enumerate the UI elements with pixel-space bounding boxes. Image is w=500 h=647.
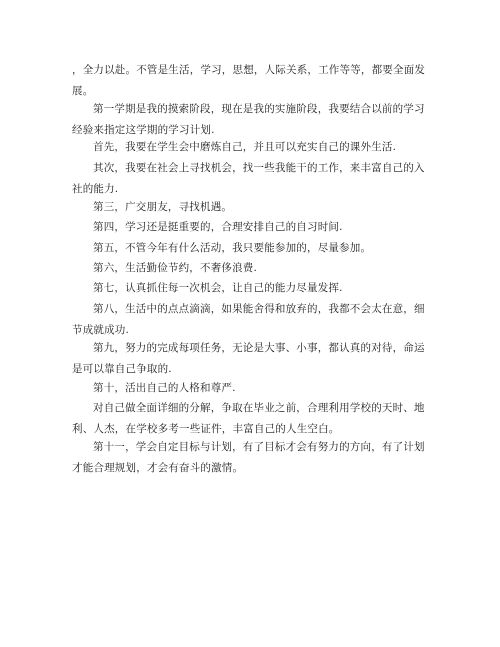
paragraph-7: 第五，不管今年有什么活动，我只要能参加的，尽量参加。 [93,242,372,254]
paragraph-3: 首先，我要在学生会中磨炼自己，并且可以充实自己的课外生活. [93,141,397,153]
paragraph-4: 其次，我要在社会上寻找机会，找一些我能干的工作，来丰富自己的入社的能力. [72,162,425,195]
paragraph-12: 第十，活出自己的人格和尊严. [93,382,236,394]
paragraph-13: 对自己做全面详细的分解，争取在毕业之前，合理利用学校的天时、地利、人杰，在学校多考一些证件，丰富自己的人生空白。 [72,402,425,435]
paragraph-9: 第七，认真抓住每一次机会，让自己的能力尽量发挥. [93,282,343,294]
paragraph-5: 第三，广交朋友，寻找机遇。 [93,201,233,213]
paragraph-8: 第六，生活勤俭节约，不奢侈浪费. [93,262,258,274]
paragraph-2: 第一学期是我的摸索阶段，现在是我的实施阶段，我要结合以前的学习经验来指定这学期的学习计划. [72,103,425,136]
paragraph-1: ，全力以赴。不管是生活，学习，思想，人际关系，工作等等，都要全面发展。 [72,64,426,97]
paragraph-11: 第九，努力的完成每项任务，无论是大事、小事，都认真的对待，命运是可以靠自己争取的. [72,342,425,375]
paragraph-10: 第八，生活中的点点滴滴，如果能舍得和放弃的，我都不会太在意，细节成就成功. [72,303,425,336]
paragraph-14: 第十一，学会自定目标与计划，有了目标才会有努力的方向，有了计划才能合理规划，才会有奋斗的激情。 [72,441,425,474]
paragraph-6: 第四，学习还是挺重要的，合理安排自己的自习时间. [93,221,343,233]
